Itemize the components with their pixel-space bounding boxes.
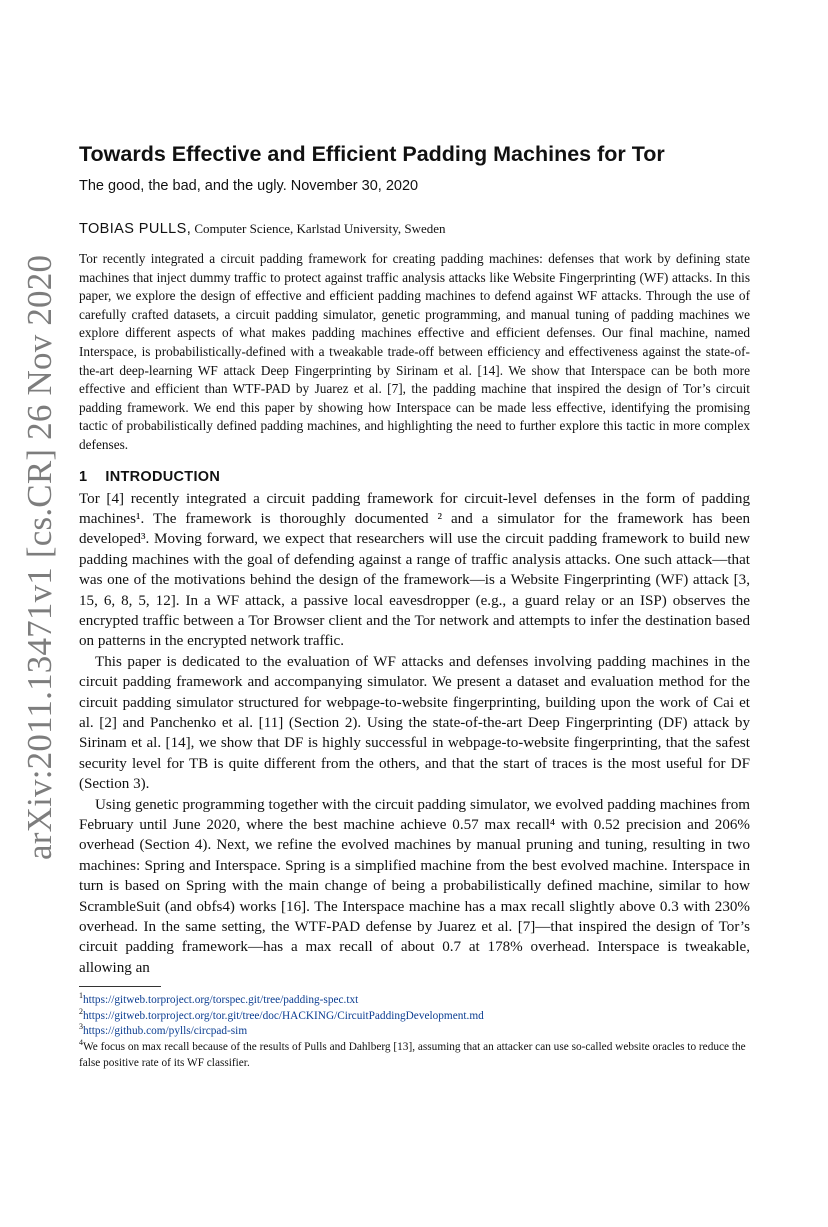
footnote	[79, 1009, 750, 1025]
footnote-link[interactable]: https://gitweb.torproject.org/tor.git/tree/doc/HACKING/CircuitPaddingDevelopment.md	[83, 1009, 484, 1022]
footnote-mark: 1	[79, 991, 83, 1001]
author-line	[79, 220, 750, 238]
arxiv-identifier-stamp: arXiv:2011.13471v1 [cs.CR] 26 Nov 2020	[20, 254, 59, 860]
section-number: 1	[79, 468, 88, 485]
footnotes	[79, 993, 750, 1071]
section-title: INTRODUCTION	[105, 468, 221, 485]
paper-title: Towards Effective and Efficient Padding Machines for Tor	[79, 142, 665, 166]
footnote	[79, 993, 750, 1009]
footnote	[79, 1024, 750, 1040]
footnote-mark: 4	[79, 1038, 83, 1048]
footnote-rule	[79, 986, 161, 987]
body-paragraph: Using genetic programming together with the circuit padding simulator, we evolved padding machines from February until June 2020, where the best machine achieve 0.57 max recall⁴ with 0.52 precision and 206% overhead (Section 4). Next, we refine the evolved machines by manual pruning and tuning, resulting in two machines: Spring and Interspace. Spring is a simplified machine from the best evolved machine. Interspace in turn is based on Spring with the main change of being a probabilistically defined machine, similar to how ScrambleSuit (and obfs4) works [16]. The Interspace machine has a max recall slightly above 0.3 with 230% overhead. In the same setting, the WTF-PAD defense by Juarez et al. [7]—that inspired the design of Tor’s circuit padding framework—has a max recall of about 0.7 at 178% overhead. Interspace is tweakable, allowing an	[79, 796, 750, 976]
footnote	[79, 1040, 750, 1071]
footnote-mark: 2	[79, 1007, 83, 1017]
footnote-link[interactable]: https://github.com/pylls/circpad-sim	[83, 1025, 248, 1038]
footnote-mark: 3	[79, 1022, 83, 1032]
abstract: Tor recently integrated a circuit padding framework for creating padding machines: defenses that work by defining state machines that inject dummy traffic to protect against traffic analysis attacks like Website Fingerprinting (WF) attacks. In this paper, we explore the design of effective and efficient padding machines to defend against WF attacks. Through the use of carefully crafted datasets, a circuit padding simulator, genetic programming, and manual tuning of padding machines we explore different aspects of what makes padding machines effective and efficient defenses. Our final machine, named Interspace, is probabilistically-defined with a tweakable trade-off between efficiency and effectiveness against the state-of-the-art deep-learning WF attack Deep Fingerprinting by Sirinam et al. [14]. We show that Interspace can be both more effective and efficient than WTF-PAD by Juarez et al. [7], the padding machine that inspired the design of Tor’s circuit padding framework. We end this paper by showing how Interspace can be made less effective, identifying the promising tactic of probabilistically defined padding machines, and highlighting the need to further explore this tactic in more complex defenses.	[79, 251, 750, 452]
paper-page	[79, 140, 750, 1071]
footnote-link[interactable]: https://gitweb.torproject.org/torspec.git/tree/padding-spec.txt	[83, 994, 359, 1007]
body-paragraph: This paper is dedicated to the evaluation of WF attacks and defenses involving padding machines in the circuit padding framework and accompanying simulator. We present a dataset and evaluation method for the circuit padding simulator structured for webpage-to-website fingerprinting, building upon the work of Cai et al. [2] and Panchenko et al. [11] (Section 2). Using the state-of-the-art Deep Fingerprinting (DF) attack by Sirinam et al. [14], we show that DF is highly successful in webpage-to-website fingerprinting, that the safest security level for TB is quite different from the others, and that the start of traces is the most useful for DF (Section 3).	[79, 653, 750, 793]
section-heading	[79, 469, 750, 485]
paper-subtitle: The good, the bad, and the ugly. November 30, 2020	[79, 178, 419, 194]
body-paragraph: Tor [4] recently integrated a circuit padding framework for circuit-level defenses in the form of padding machines¹. The framework is thoroughly documented ² and a simulator for the framework has been developed³. Moving forward, we expect that researchers will use the circuit padding framework to build new padding machines with the goal of defending against a range of traffic analysis attacks. One such attack—that was one of the motivations behind the design of the framework—is a Website Fingerprinting (WF) attack [3, 15, 6, 8, 5, 12]. In a WF attack, a passive local eavesdropper (e.g., a guard relay or an ISP) observes the encrypted traffic between a Tor Browser client and the Tor network and attempts to infer the destination based on patterns in the encrypted network traffic.	[79, 490, 750, 650]
author-affiliation: Computer Science, Karlstad University, Sweden	[194, 221, 446, 236]
author-name: TOBIAS PULLS,	[79, 221, 192, 237]
footnote-text: We focus on max recall because of the results of Pulls and Dahlberg [13], assuming that an attacker can use so-called website oracles to reduce the false positive rate of its WF classifier.	[79, 1041, 746, 1069]
